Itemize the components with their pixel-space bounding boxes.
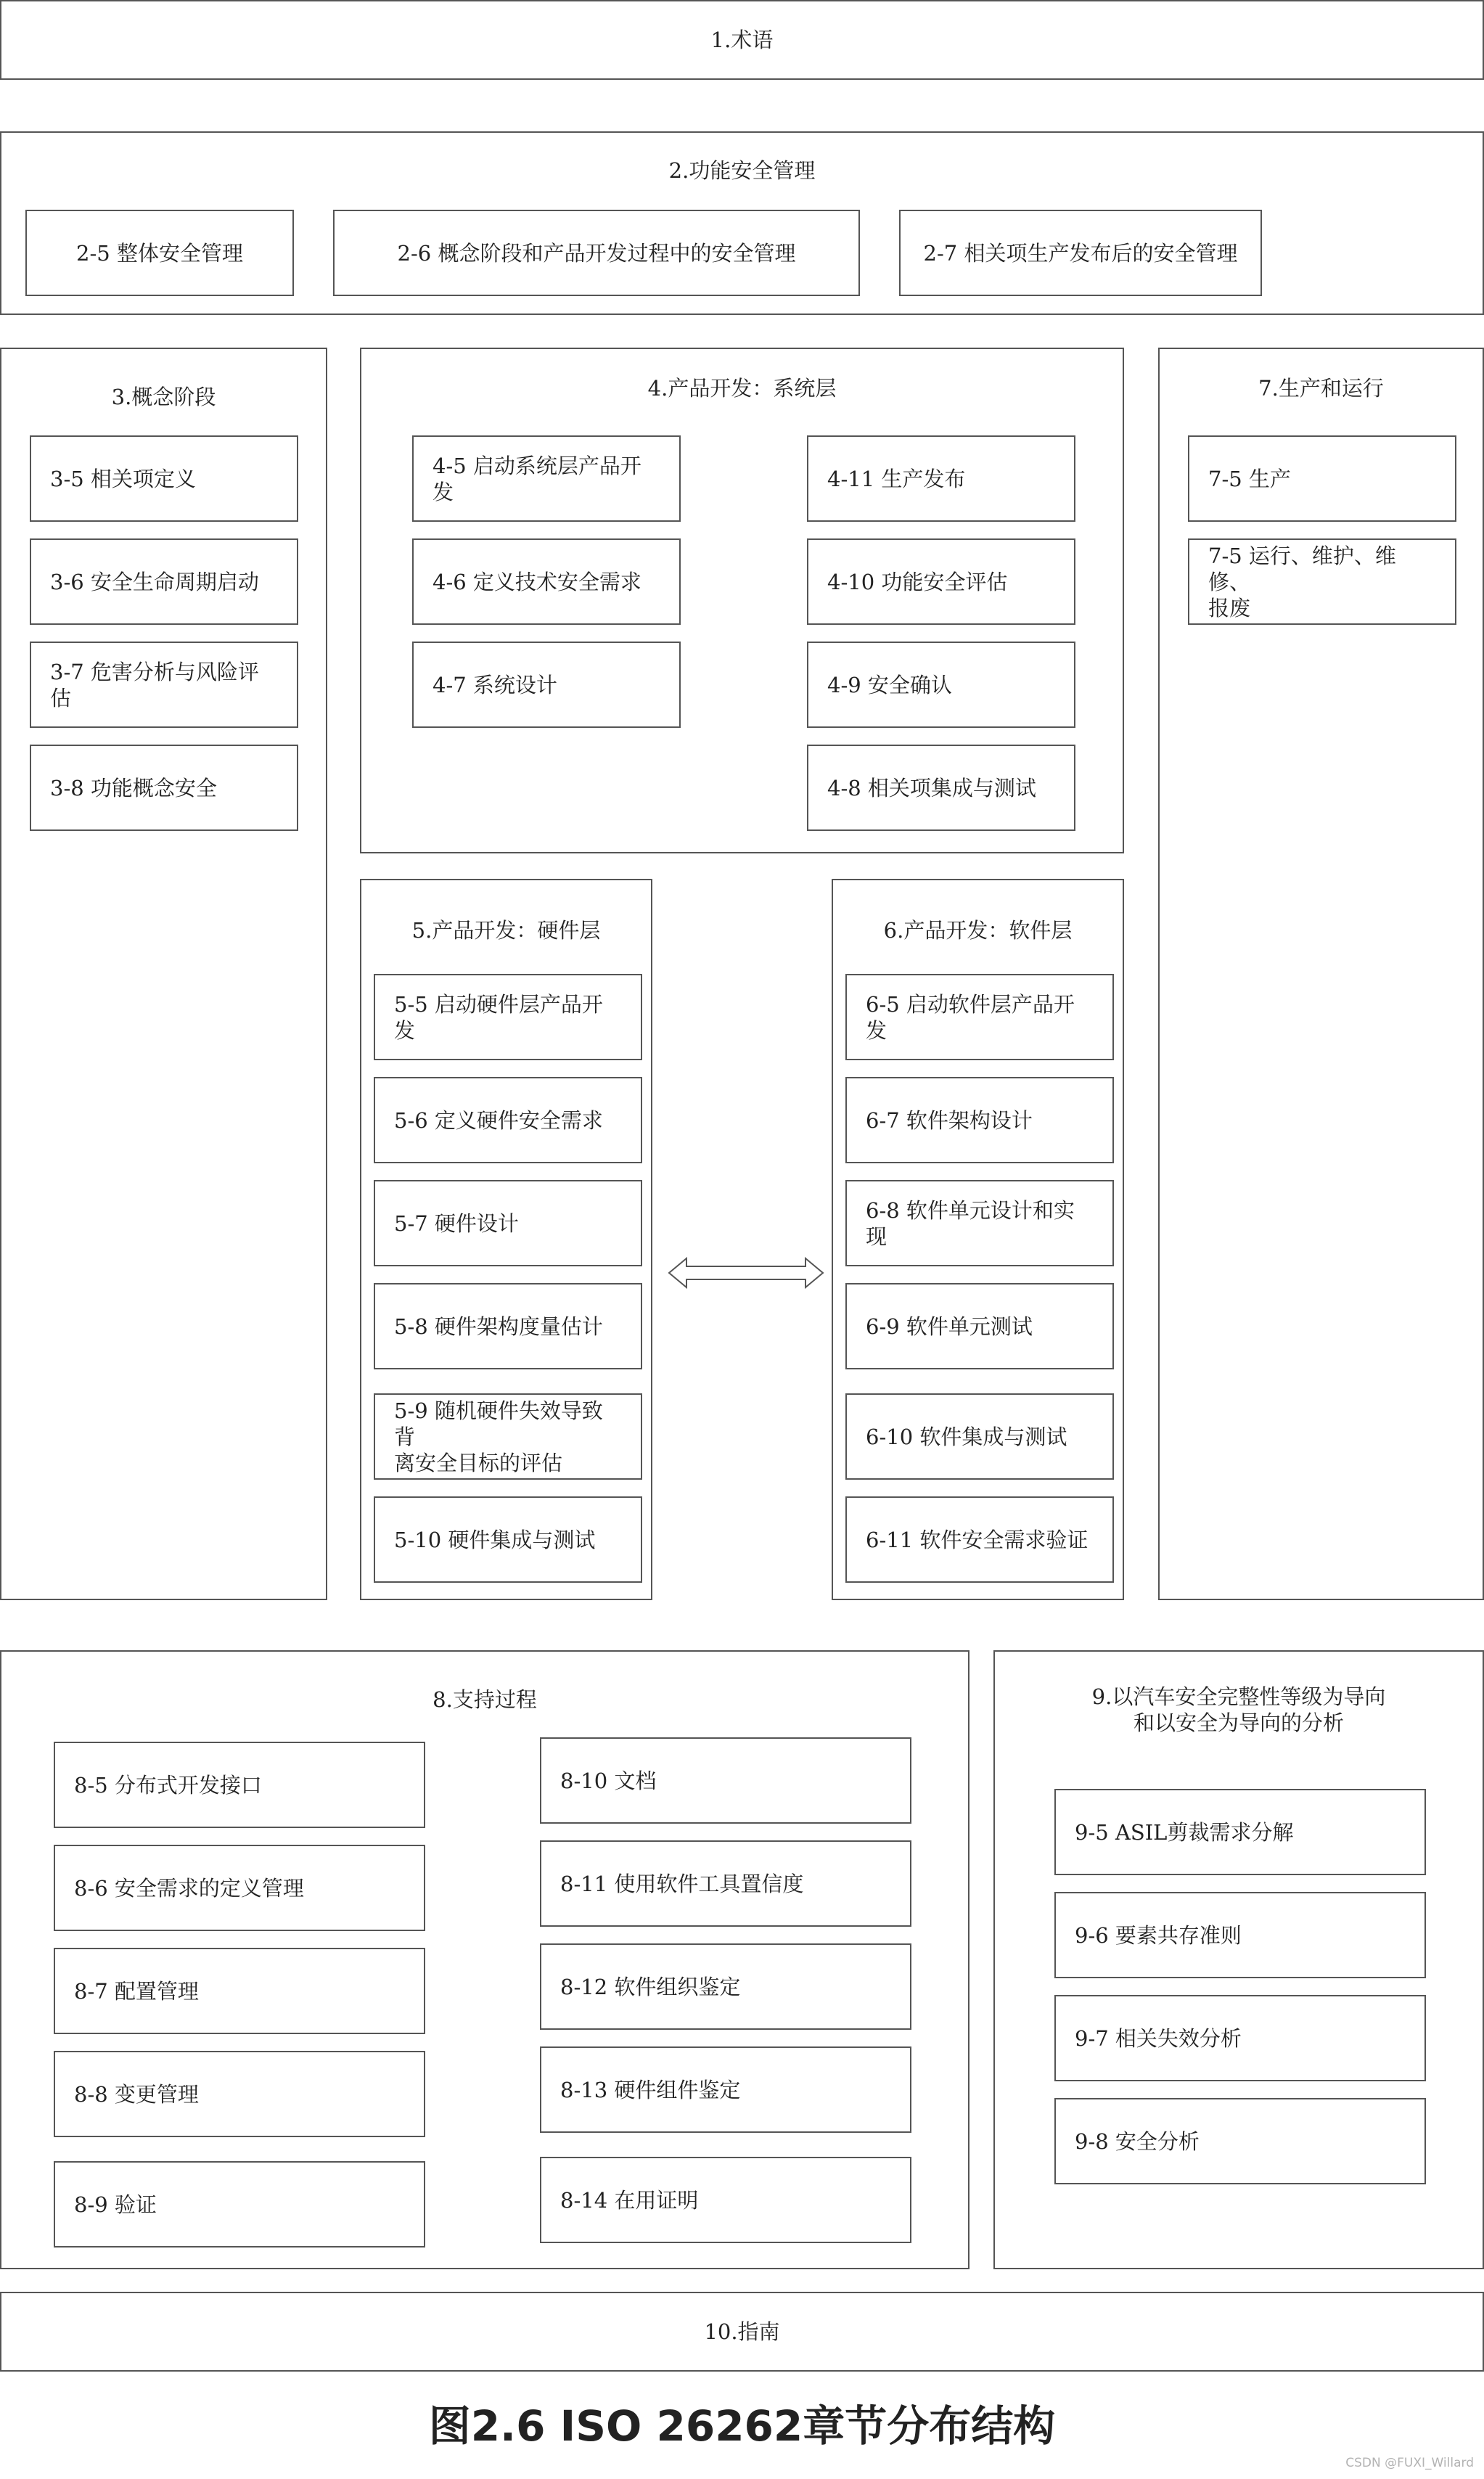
box-5-6: 5-6 定义硬件安全需求 xyxy=(374,1077,642,1163)
box-9-5: 9-5 ASIL剪裁需求分解 xyxy=(1054,1789,1426,1875)
box-8-12: 8-12 软件组织鉴定 xyxy=(540,1943,911,2030)
section-2-safety-management xyxy=(0,131,1484,315)
section-9-asil-safety-analysis xyxy=(993,1650,1484,2269)
box-3-6: 3-6 安全生命周期启动 xyxy=(30,538,298,625)
box-4-7: 4-7 系统设计 xyxy=(412,642,681,728)
box-6-8: 6-8 软件单元设计和实现 xyxy=(845,1180,1114,1266)
section-5-title: 5.产品开发：硬件层 xyxy=(411,918,601,943)
box-4-5: 4-5 启动系统层产品开发 xyxy=(412,435,681,522)
box-3-5: 3-5 相关项定义 xyxy=(30,435,298,522)
box-2-5: 2-5 整体安全管理 xyxy=(25,210,294,296)
section-4-title: 4.产品开发：系统层 xyxy=(647,376,837,401)
section-4-system-level xyxy=(360,348,1124,853)
watermark: CSDN @FUXI_Willard xyxy=(1345,2456,1474,2470)
section-1-title: 1.术语 xyxy=(710,28,774,52)
section-6-software-level xyxy=(832,879,1124,1600)
figure-caption: 图2.6 ISO 26262章节分布结构 xyxy=(428,2401,1056,2451)
section-3-concept-phase xyxy=(0,348,327,1600)
section-3-title: 3.概念阶段 xyxy=(111,385,216,409)
section-9-title: 9.以汽车安全完整性等级为导向 和以安全为导向的分析 xyxy=(1091,1684,1386,1735)
section-7-title: 7.生产和运行 xyxy=(1258,376,1384,401)
box-8-13: 8-13 硬件组件鉴定 xyxy=(540,2046,911,2133)
section-8-supporting-processes xyxy=(0,1650,969,2269)
section-1-terminology xyxy=(0,0,1484,80)
section-2-title: 2.功能安全管理 xyxy=(668,158,816,183)
section-10-guideline xyxy=(0,2292,1484,2372)
section-6-title: 6.产品开发：软件层 xyxy=(883,918,1073,943)
section-5-hardware-level xyxy=(360,879,652,1600)
box-2-7: 2-7 相关项生产发布后的安全管理 xyxy=(899,210,1262,296)
box-5-10: 5-10 硬件集成与测试 xyxy=(374,1496,642,1583)
box-8-10: 8-10 文档 xyxy=(540,1737,911,1824)
section-10-title: 10.指南 xyxy=(704,2319,780,2344)
box-4-8: 4-8 相关项集成与测试 xyxy=(807,745,1075,831)
box-6-9: 6-9 软件单元测试 xyxy=(845,1283,1114,1369)
box-4-6: 4-6 定义技术安全需求 xyxy=(412,538,681,625)
box-6-5: 6-5 启动软件层产品开发 xyxy=(845,974,1114,1060)
box-8-8: 8-8 变更管理 xyxy=(54,2051,425,2137)
box-6-7: 6-7 软件架构设计 xyxy=(845,1077,1114,1163)
box-4-9: 4-9 安全确认 xyxy=(807,642,1075,728)
box-5-8: 5-8 硬件架构度量估计 xyxy=(374,1283,642,1369)
section-8-title: 8.支持过程 xyxy=(433,1687,537,1712)
box-8-7: 8-7 配置管理 xyxy=(54,1948,425,2034)
box-8-11: 8-11 使用软件工具置信度 xyxy=(540,1840,911,1927)
box-7-5-production: 7-5 生产 xyxy=(1188,435,1456,522)
box-8-5: 8-5 分布式开发接口 xyxy=(54,1742,425,1828)
box-8-14: 8-14 在用证明 xyxy=(540,2157,911,2243)
box-5-7: 5-7 硬件设计 xyxy=(374,1180,642,1266)
double-arrow-icon xyxy=(668,1257,824,1289)
box-6-11: 6-11 软件安全需求验证 xyxy=(845,1496,1114,1583)
box-9-8: 9-8 安全分析 xyxy=(1054,2098,1426,2184)
box-4-11: 4-11 生产发布 xyxy=(807,435,1075,522)
box-5-9: 5-9 随机硬件失效导致背 离安全目标的评估 xyxy=(374,1393,642,1480)
box-8-6: 8-6 安全需求的定义管理 xyxy=(54,1845,425,1931)
box-2-6: 2-6 概念阶段和产品开发过程中的安全管理 xyxy=(333,210,860,296)
box-6-10: 6-10 软件集成与测试 xyxy=(845,1393,1114,1480)
section-7-production-operation xyxy=(1158,348,1484,1600)
box-3-7: 3-7 危害分析与风险评估 xyxy=(30,642,298,728)
box-3-8: 3-8 功能概念安全 xyxy=(30,745,298,831)
box-8-9: 8-9 验证 xyxy=(54,2161,425,2248)
box-9-7: 9-7 相关失效分析 xyxy=(1054,1995,1426,2081)
box-9-6: 9-6 要素共存准则 xyxy=(1054,1892,1426,1978)
box-4-10: 4-10 功能安全评估 xyxy=(807,538,1075,625)
box-5-5: 5-5 启动硬件层产品开发 xyxy=(374,974,642,1060)
box-7-5-operation: 7-5 运行、维护、维修、 报废 xyxy=(1188,538,1456,625)
